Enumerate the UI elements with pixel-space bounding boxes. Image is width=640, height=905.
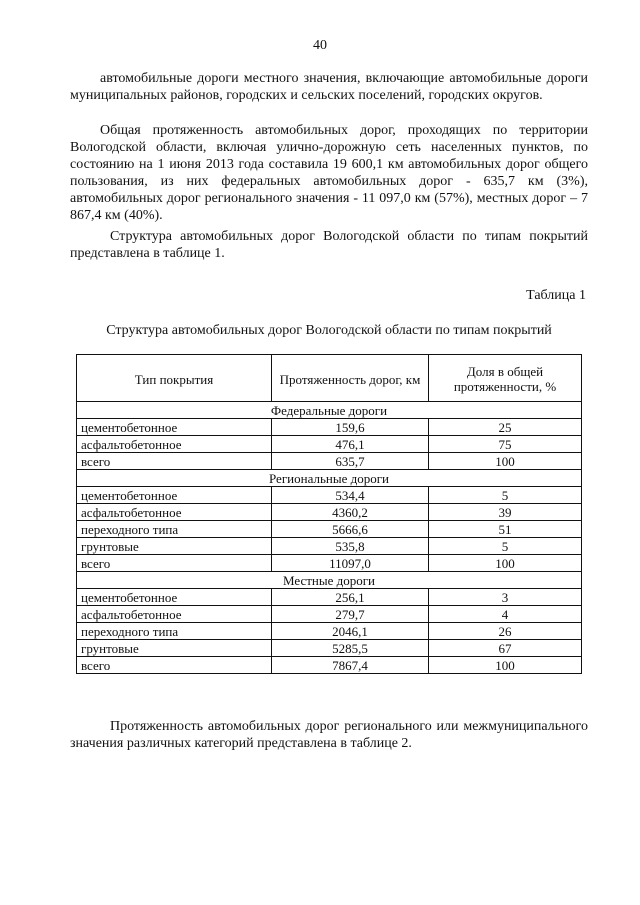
cell-length: 476,1 [272, 436, 429, 453]
cell-surface-type: переходного типа [77, 623, 272, 640]
table-row [77, 606, 582, 623]
cell-share: 26 [429, 623, 582, 640]
cell-surface-type: переходного типа [77, 521, 272, 538]
section-title: Федеральные дороги [77, 402, 582, 419]
section-row [77, 572, 582, 589]
cell-share: 100 [429, 453, 582, 470]
cell-share: 5 [429, 487, 582, 504]
table-row [77, 555, 582, 572]
cell-surface-type: асфальтобетонное [77, 606, 272, 623]
cell-surface-type: асфальтобетонное [77, 436, 272, 453]
cell-share: 25 [429, 419, 582, 436]
cell-surface-type: всего [77, 453, 272, 470]
header-surface-type: Тип покрытия [77, 355, 272, 402]
cell-surface-type: всего [77, 555, 272, 572]
table-body [77, 402, 582, 674]
table-label: Таблица 1 [526, 288, 586, 303]
cell-length: 635,7 [272, 453, 429, 470]
cell-length: 2046,1 [272, 623, 429, 640]
table-row [77, 436, 582, 453]
cell-surface-type: грунтовые [77, 538, 272, 555]
road-surface-table [76, 354, 582, 674]
cell-length: 279,7 [272, 606, 429, 623]
paragraph-table-intro: Структура автомобильных дорог Вологодской области по типам покрытий представлена в таблице 1. [70, 229, 588, 261]
cell-length: 11097,0 [272, 555, 429, 572]
table-header-row [77, 355, 582, 402]
paragraph-closing: Протяженность автомобильных дорог регионального или межмуниципального значения различных категорий представлена в таблице 2. [70, 719, 588, 751]
table-row [77, 640, 582, 657]
cell-share: 4 [429, 606, 582, 623]
cell-length: 256,1 [272, 589, 429, 606]
cell-share: 67 [429, 640, 582, 657]
cell-share: 75 [429, 436, 582, 453]
cell-length: 5666,6 [272, 521, 429, 538]
cell-length: 534,4 [272, 487, 429, 504]
cell-length: 535,8 [272, 538, 429, 555]
page-number: 40 [313, 38, 327, 53]
cell-surface-type: грунтовые [77, 640, 272, 657]
table-row [77, 589, 582, 606]
table-caption: Структура автомобильных дорог Вологодской области по типам покрытий [106, 323, 552, 338]
section-row [77, 470, 582, 487]
cell-length: 7867,4 [272, 657, 429, 674]
section-title: Местные дороги [77, 572, 582, 589]
cell-surface-type: цементобетонное [77, 487, 272, 504]
header-length: Протяженность дорог, км [272, 355, 429, 402]
cell-share: 3 [429, 589, 582, 606]
cell-share: 100 [429, 555, 582, 572]
cell-share: 100 [429, 657, 582, 674]
paragraph-local-roads: автомобильные дороги местного значения, включающие автомобильные дороги муниципальных районов, городских и сельских поселений, городских округов. [70, 71, 588, 103]
table-row [77, 419, 582, 436]
header-share: Доля в общей протяженности, % [429, 355, 582, 402]
section-row [77, 402, 582, 419]
section-title: Региональные дороги [77, 470, 582, 487]
cell-length: 5285,5 [272, 640, 429, 657]
paragraph-total-length: Общая протяженность автомобильных дорог, проходящих по территории Вологодской области, включая улично-дорожную сеть населенных пунктов, по состоянию на 1 июня 2013 года составила 19 600,1 км автомобильных дорог общего пользования, из них федеральных автомобильных дорог - 635,7 км (3%), автомобильных дорог регионального значения - 11 097,0 км (57%), местных дорог – 7 867,4 км (40%). [70, 123, 588, 223]
table-row [77, 487, 582, 504]
table-row [77, 521, 582, 538]
cell-share: 51 [429, 521, 582, 538]
cell-share: 5 [429, 538, 582, 555]
table-row [77, 657, 582, 674]
cell-length: 159,6 [272, 419, 429, 436]
table-row [77, 453, 582, 470]
cell-surface-type: цементобетонное [77, 419, 272, 436]
cell-length: 4360,2 [272, 504, 429, 521]
cell-surface-type: всего [77, 657, 272, 674]
table-row [77, 623, 582, 640]
cell-surface-type: цементобетонное [77, 589, 272, 606]
table-row [77, 504, 582, 521]
cell-surface-type: асфальтобетонное [77, 504, 272, 521]
cell-share: 39 [429, 504, 582, 521]
table-row [77, 538, 582, 555]
